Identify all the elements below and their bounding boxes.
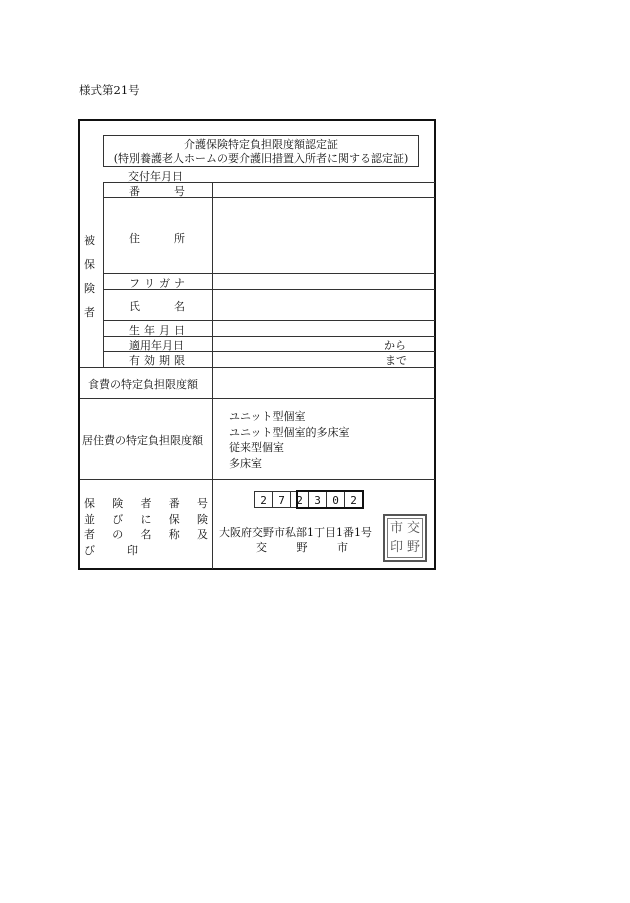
insurer-number-highlight: [296, 490, 364, 509]
insured-group-label-char: 険: [84, 282, 95, 295]
room-type-item: ユニット型個室: [229, 410, 306, 423]
title-line-2: (特別養護老人ホームの要介護旧措置入所者に関する認定証): [113, 152, 409, 165]
name-label: 氏 名: [129, 300, 185, 313]
room-type-list: [229, 409, 350, 471]
official-seal: 市 交 印 野: [383, 514, 427, 562]
applicable-date-label: 適用年月日: [129, 339, 184, 352]
address-label: 住 所: [129, 232, 185, 245]
divider: [80, 479, 435, 480]
insurer-number-digit: 7: [272, 491, 291, 508]
room-type-item: ユニット型個室的多床室: [229, 425, 350, 439]
certificate-title: [103, 135, 419, 167]
insured-group-label-char: 保: [84, 258, 95, 271]
insurer-number-digit: 2: [254, 491, 273, 508]
insurer-number-digit: 2: [344, 491, 363, 508]
issue-date-label: 交付年月日: [128, 170, 183, 183]
insurer-name: 交 野 市: [256, 541, 348, 554]
insured-group-label-char: 者: [84, 306, 95, 319]
insurer-number-digit: 3: [308, 491, 327, 508]
divider: [103, 320, 435, 321]
divider: [212, 182, 213, 569]
insurer-number-digit: 2: [290, 491, 309, 508]
food-limit-label: 食費の特定負担限度額: [88, 378, 198, 391]
expiry-suffix: まで: [385, 354, 407, 367]
room-type-item: 多床室: [229, 456, 262, 470]
expiry-label: 有 効 期 限: [129, 354, 185, 367]
furigana-label: フ リ ガ ナ: [129, 277, 185, 290]
applicable-suffix: から: [384, 339, 406, 352]
number-label: 番 号: [129, 185, 185, 198]
room-type-item: 従来型個室: [229, 441, 284, 454]
divider: [80, 398, 435, 399]
divider: [103, 273, 435, 274]
title-line-1: 介護保険特定負担限度額認定証: [184, 138, 338, 151]
birthdate-label: 生 年 月 日: [129, 324, 185, 337]
residence-limit-label: 居住費の特定負担限度額: [82, 434, 203, 447]
insured-group-label-char: 被: [84, 234, 95, 247]
form-number: 様式第21号: [79, 83, 140, 97]
insurer-number-digit: 0: [326, 491, 345, 508]
insurer-address: 大阪府交野市私部1丁目1番1号: [219, 526, 372, 539]
insurer-label: 保 険 者 番 号 並 び に 保 険 者 の 名 称 及 び 印: [84, 497, 208, 557]
divider: [103, 182, 104, 367]
